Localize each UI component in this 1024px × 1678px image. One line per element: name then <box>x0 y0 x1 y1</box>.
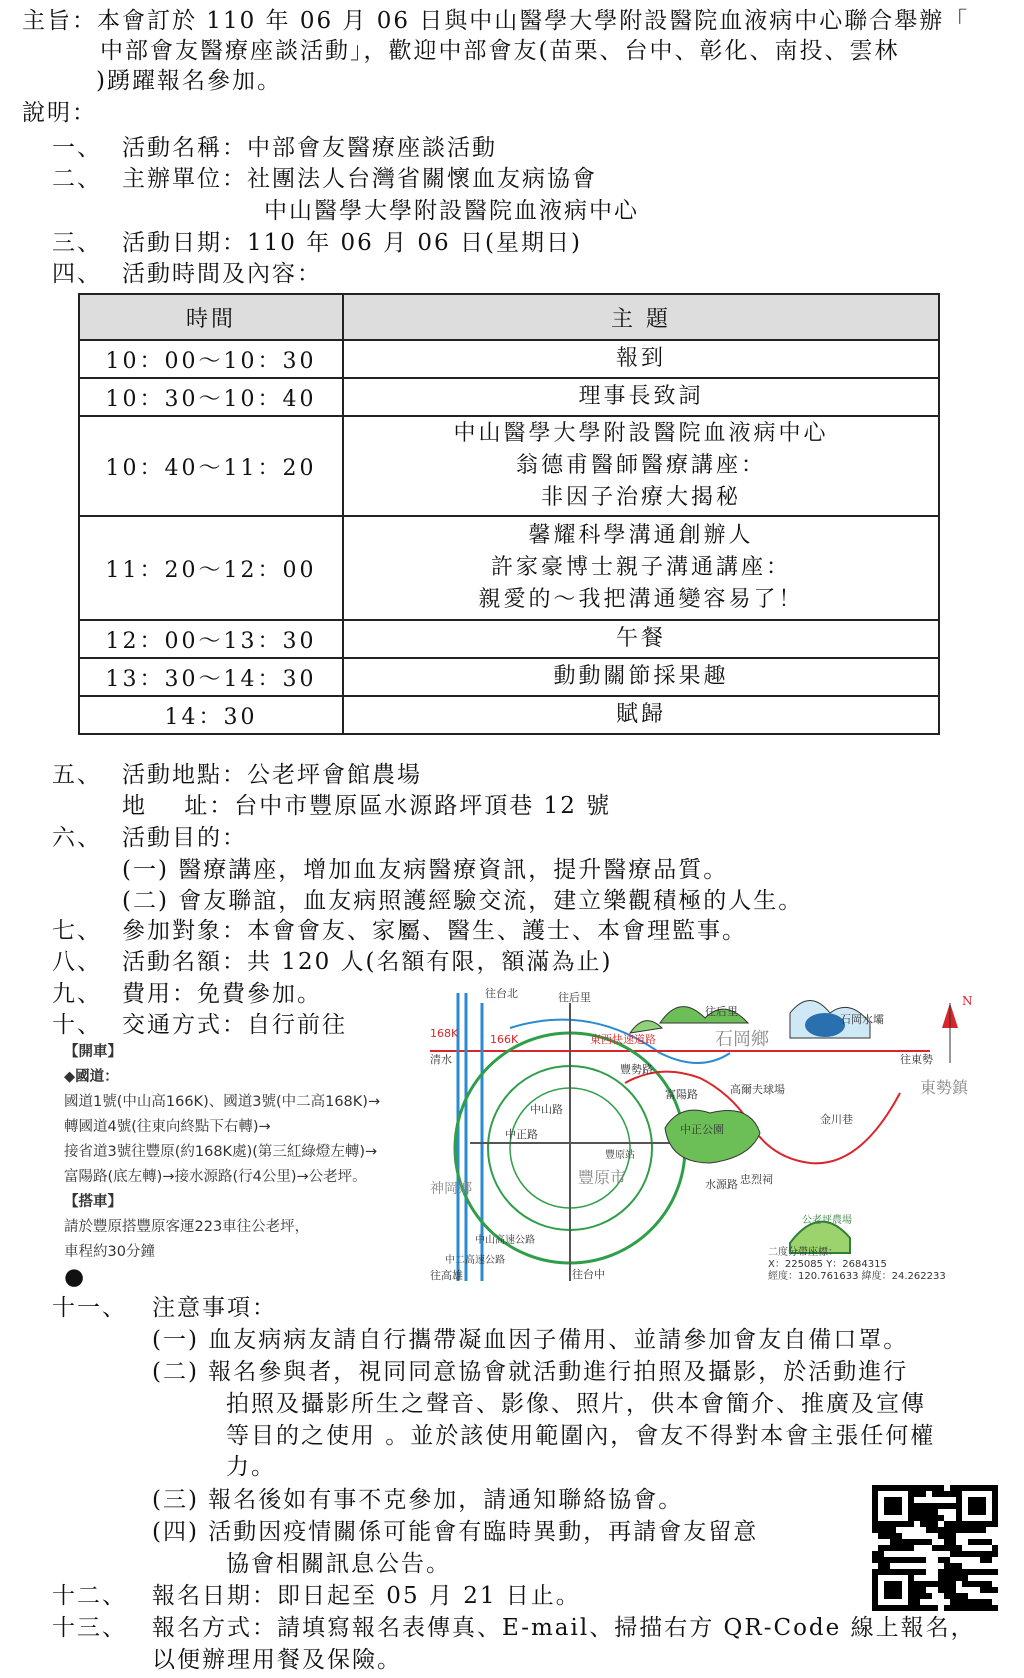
item-number: 一、 <box>52 135 102 161</box>
note-4-cont: 協會相關訊息公告。 <box>226 1551 451 1577</box>
schedule-topic-line: 中山醫學大學附設醫院血液病中心 <box>453 421 829 446</box>
item-1 <box>52 133 497 163</box>
schedule-topic-line: 午餐 <box>615 626 666 651</box>
note-4: (四) 活動因疫情關係可能會有臨時異動，再請會友留意 <box>152 1519 759 1545</box>
item-text: 活動名稱：中部會友醫療座談活動 <box>122 135 497 161</box>
item-text: 注意事項： <box>152 1295 277 1321</box>
schedule-row <box>79 658 939 696</box>
schedule-row <box>79 378 939 416</box>
item-text: 活動地點：公老坪會館農場 <box>122 762 422 788</box>
schedule-topic-line: 許家豪博士親子溝通講座： <box>490 555 791 580</box>
schedule-time: 12：00～13：30 <box>79 620 343 658</box>
map-label: 往台中 <box>572 1268 605 1281</box>
map-label: 經度：120.761633 緯度：24.262233 <box>768 1271 946 1281</box>
map-label: 往后里 <box>558 991 591 1004</box>
schedule-row <box>79 340 939 378</box>
item-text: 費用：免費參加。 <box>122 981 322 1007</box>
schedule-table <box>78 293 940 735</box>
item-text: 活動日期：110 年 06 月 06 日(星期日) <box>122 230 582 256</box>
map-label: 高爾夫球場 <box>730 1083 785 1096</box>
north-label: N <box>962 994 973 1008</box>
direction-step: 國道1號(中山高166K)、國道3號(中二高168K)→ <box>64 1094 381 1110</box>
map-label: 水源路 <box>705 1178 738 1191</box>
schedule-body <box>79 340 939 734</box>
note-2: (二) 報名參與者，視同同意協會就活動進行拍照及攝影，於活動進行 <box>152 1359 909 1385</box>
schedule-row <box>79 620 939 658</box>
item-number: 三、 <box>52 230 102 256</box>
schedule-topic <box>343 620 939 658</box>
direction-step: 轉國道4號(往東向終點下右轉)→ <box>64 1119 271 1135</box>
direction-step: 富陽路(底左轉)→接水源路(行4公里)→公老坪。 <box>64 1169 367 1185</box>
map-label: 168K <box>430 1027 459 1040</box>
item-11 <box>52 1293 277 1323</box>
item-text: 活動時間及內容： <box>122 261 322 287</box>
item-number: 十一、 <box>52 1295 127 1321</box>
item-number: 六、 <box>52 825 102 851</box>
explain-label: 說明： <box>22 100 97 126</box>
map-label: 往后里 <box>705 1005 738 1018</box>
item-7 <box>52 916 747 946</box>
highway-label: ◆國道： <box>64 1069 119 1085</box>
map-label: 中山高速公路 <box>475 1235 535 1246</box>
item-text: 報名方式：請填寫報名表傳真、E-mail、掃描右方 QR-Code 線上報名， <box>152 1615 976 1641</box>
item-text: 活動目的： <box>122 825 247 851</box>
item-2 <box>52 164 597 194</box>
note-3: (三) 報名後如有事不克參加，請通知聯絡協會。 <box>152 1487 684 1513</box>
purpose-line-3: )踴躍報名參加。 <box>96 68 282 94</box>
schedule-time: 10：30～10：40 <box>79 378 343 416</box>
bus-step: 車程約30分鐘 <box>64 1244 155 1260</box>
map-label: 東勢鎮 <box>920 1078 969 1097</box>
map-label: 豐原站 <box>605 1150 635 1161</box>
item-12 <box>52 1581 581 1611</box>
item-5 <box>52 760 422 790</box>
bus-label: 【搭車】 <box>64 1194 122 1210</box>
purpose-line-2: 中部會友醫療座談活動」，歡迎中部會友(苗栗、台中、彰化、南投、雲林 <box>100 38 900 64</box>
bus-step: 請於豐原搭豐原客運223車往公老坪， <box>64 1219 310 1235</box>
item-6-sub-1: (一) 醫療講座，增加血友病醫療資訊，提升醫療品質。 <box>122 857 729 883</box>
schedule-topic-line: 賦歸 <box>615 702 666 727</box>
schedule-topic-line: 報到 <box>615 346 666 371</box>
schedule-time: 10：00～10：30 <box>79 340 343 378</box>
item-number: 七、 <box>52 918 102 944</box>
map-label: 中二高速公路 <box>445 1255 505 1266</box>
item-number: 二、 <box>52 166 102 192</box>
map-label: 清水 <box>430 1053 452 1066</box>
qr-code[interactable] <box>872 1485 998 1611</box>
directions-panel <box>64 1040 380 1265</box>
item-number: 八、 <box>52 949 102 975</box>
item-number: 四、 <box>52 261 102 287</box>
schedule-row <box>79 516 939 620</box>
schedule-topic <box>343 416 939 516</box>
schedule-topic <box>343 696 939 734</box>
schedule-header-time: 時間 <box>79 294 343 340</box>
item-8 <box>52 947 612 977</box>
map-label: 石岡鄉 <box>715 1029 769 1050</box>
map-label: 中正公園 <box>680 1123 724 1136</box>
schedule-topic <box>343 378 939 416</box>
note-2-cont: 力。 <box>226 1454 276 1480</box>
schedule-time: 11：20～12：00 <box>79 516 343 620</box>
map-label: 石岡水壩 <box>840 1013 884 1026</box>
map-label: 二度分帶座標： <box>768 1247 838 1258</box>
item-13 <box>52 1613 976 1643</box>
map-label: 往台北 <box>485 987 518 1000</box>
map-label: 往高雄 <box>430 1269 463 1281</box>
note-2-cont: 拍照及攝影所生之聲音、影像、照片，供本會簡介、推廣及宣傳 <box>226 1391 926 1417</box>
note-2-cont: 等目的之使用 。並於該使用範圍內，會友不得對本會主張任何權 <box>226 1423 936 1449</box>
item-5-address: 地 址：台中市豐原區水源路坪頂巷 12 號 <box>122 793 612 819</box>
map-label: X：225085 Y：2684315 <box>768 1259 887 1270</box>
schedule-header-topic: 主 題 <box>343 294 939 340</box>
map-label: 中山路 <box>530 1103 563 1116</box>
item-6-sub-2: (二) 會友聯誼，血友病照護經驗交流，建立樂觀積極的人生。 <box>122 888 804 914</box>
item-number: 五、 <box>52 762 102 788</box>
item-4 <box>52 259 322 289</box>
map-label: 金川巷 <box>820 1113 853 1126</box>
schedule-header-row <box>79 294 939 340</box>
schedule-topic-line: 動動關節採果趣 <box>553 664 729 689</box>
schedule-topic-line: 親愛的～我把溝通變容易了！ <box>478 587 804 612</box>
map-label: 神岡鄉 <box>430 1181 472 1197</box>
map-label: 東西快速道路 <box>590 1033 656 1046</box>
item-text: 報名日期：即日起至 05 月 21 日止。 <box>152 1583 581 1609</box>
drive-label: 【開車】 <box>64 1044 122 1060</box>
item-text: 參加對象：本會會友、家屬、醫生、護士、本會理監事。 <box>122 918 747 944</box>
map-label: 中正路 <box>505 1128 538 1141</box>
item-text: 交通方式：自行前往 <box>122 1012 347 1038</box>
direction-step: 接省道3號往豐原(約168K處)(第三紅綠燈左轉)→ <box>64 1144 378 1160</box>
schedule-topic-line: 馨耀科學溝通創辦人 <box>528 523 754 548</box>
item-number: 十、 <box>52 1012 102 1038</box>
map-label: 公老坪農場 <box>802 1215 852 1226</box>
item-6 <box>52 823 247 853</box>
item-3 <box>52 228 582 258</box>
schedule-time: 13：30～14：30 <box>79 658 343 696</box>
item-9 <box>52 979 322 1009</box>
map-label: 往東勢 <box>900 1053 933 1066</box>
schedule-row <box>79 696 939 734</box>
map-label: 166K <box>490 1033 519 1046</box>
map-label: 富陽路 <box>665 1088 698 1101</box>
note-1: (一) 血友病病友請自行攜帶凝血因子備用、並請參加會友自備口罩。 <box>152 1327 909 1353</box>
schedule-row <box>79 416 939 516</box>
item-number: 十三、 <box>52 1615 127 1641</box>
item-number: 九、 <box>52 981 102 1007</box>
item-text: 主辦單位：社團法人台灣省關懷血友病協會 <box>122 166 597 192</box>
item-number: 十二、 <box>52 1583 127 1609</box>
schedule-topic <box>343 340 939 378</box>
map-label: 豐勢路 <box>620 1063 653 1076</box>
schedule-topic-line: 非因子治療大揭秘 <box>540 485 741 510</box>
purpose-line-1: 主旨：本會訂於 110 年 06 月 06 日與中山醫學大學附設醫院血液病中心聯合舉辦「 <box>22 8 970 34</box>
schedule-topic-line: 翁德甫醫師醫療講座： <box>515 453 766 478</box>
bullet-icon: ● <box>64 1264 87 1290</box>
item-10 <box>52 1010 347 1040</box>
schedule-topic <box>343 658 939 696</box>
schedule-time: 14：30 <box>79 696 343 734</box>
item-2-line-2: 中山醫學大學附設醫院血液病中心 <box>264 198 639 224</box>
map-label: 忠烈祠 <box>740 1173 773 1186</box>
map-label: 豐原市 <box>578 1168 627 1187</box>
location-map <box>430 983 996 1281</box>
schedule-topic <box>343 516 939 620</box>
parking-note <box>64 1262 104 1292</box>
schedule-topic-line: 理事長致詞 <box>578 384 704 409</box>
schedule-time: 10：40～11：20 <box>79 416 343 516</box>
item-13-line-2: 以便辦理用餐及保險。 <box>152 1647 402 1673</box>
lake-icon <box>805 1013 845 1037</box>
item-text: 活動名額：共 120 人(名額有限，額滿為止) <box>122 949 613 975</box>
